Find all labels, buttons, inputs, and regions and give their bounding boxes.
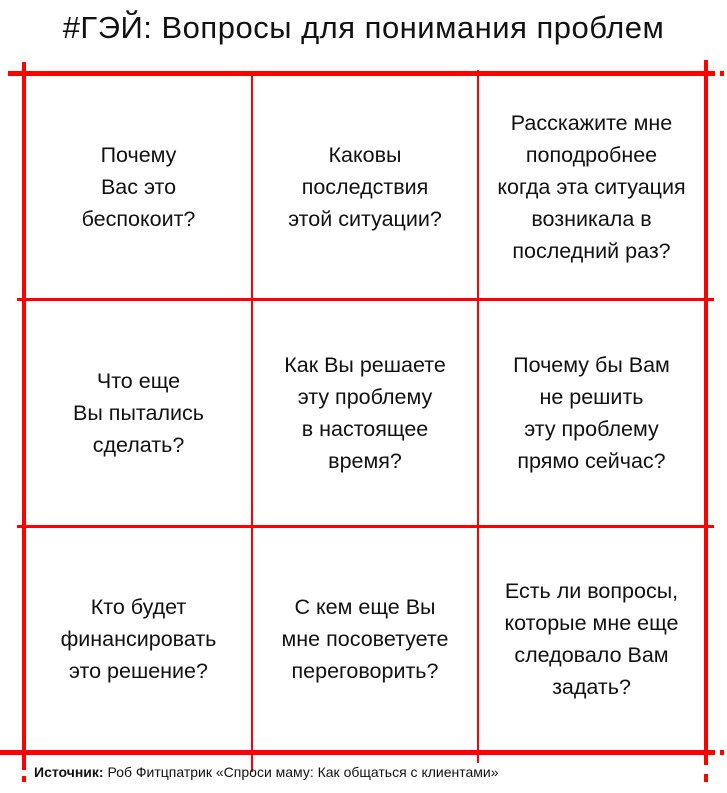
source-label: Источник: — [34, 764, 104, 780]
source-footer — [34, 764, 499, 780]
grid-line-top-dot — [720, 71, 724, 76]
question-cell: Почему бы Вам не решить эту проблему прямо сейчас? — [513, 353, 670, 473]
question-cell: Кто будет финансировать это решение? — [60, 595, 217, 683]
question-cell: Почему Вас это беспокоит? — [81, 143, 196, 231]
question-cell: Как Вы решаете эту проблему в настоящее время? — [284, 353, 446, 473]
question-cell: С кем еще Вы мне посоветуете переговорить? — [281, 595, 449, 683]
source-text: Роб Фитцпатрик «Спроси маму: Как общаться с клиентами» — [103, 764, 499, 780]
grid-line-right-dash — [704, 774, 708, 782]
question-cell: Расскажите мне поподробнее когда эта ситуация возникала в последний раз? — [497, 111, 686, 263]
question-cell: Что еще Вы пытались сделать? — [73, 369, 204, 457]
question-cell: Есть ли вопросы, которые мне еще следовало Вам задать? — [504, 579, 679, 699]
page-title: #ГЭЙ: Вопросы для понимания проблем — [62, 10, 665, 45]
grid-line-bottom — [0, 750, 715, 755]
grid-line-left-dash — [22, 776, 26, 782]
grid-line-bottom-dot — [720, 750, 724, 755]
question-cell: Каковы последствия этой ситуации? — [288, 143, 442, 231]
grid-line-right — [704, 60, 708, 765]
